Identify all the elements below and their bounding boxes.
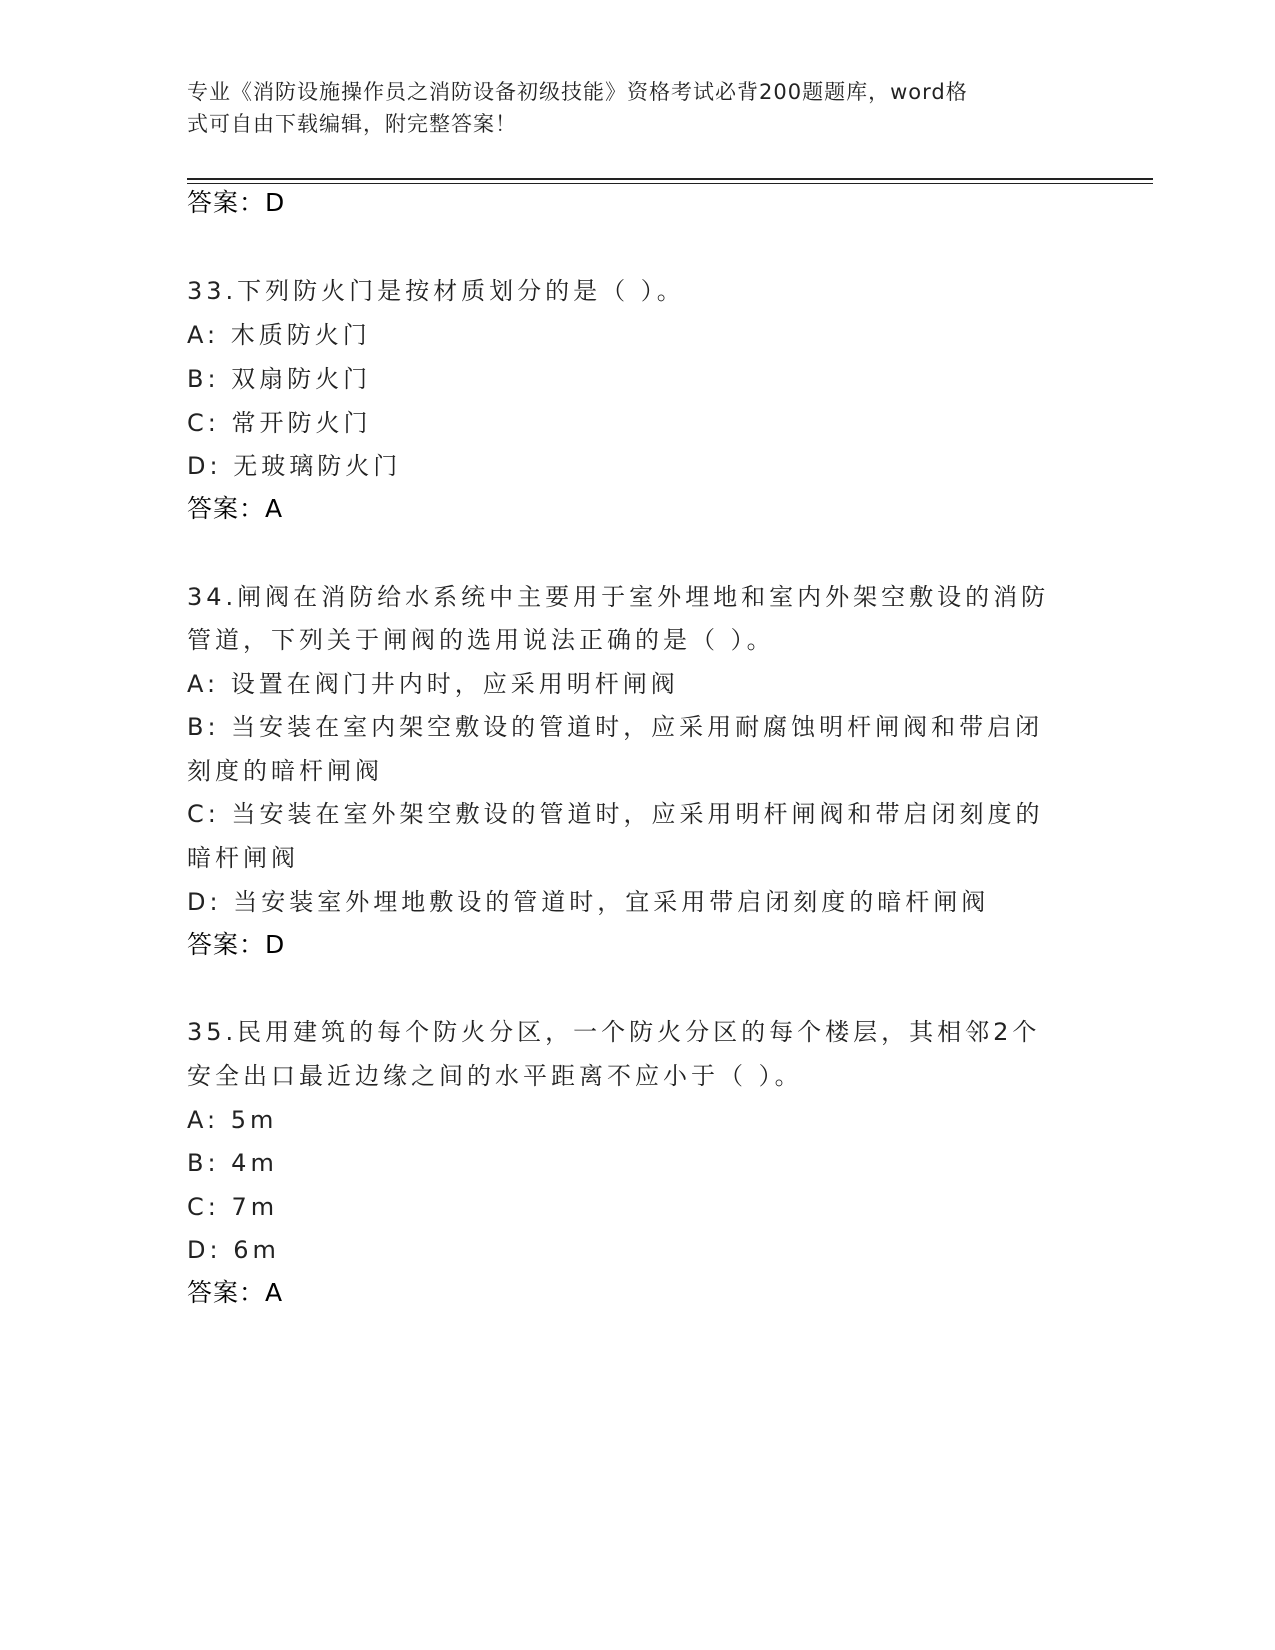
header-divider-thin — [187, 183, 1153, 184]
header-line-2: 式可自由下载编辑，附完整答案！ — [187, 112, 517, 136]
question-34-option-c-line-2: 暗杆闸阀 — [187, 844, 299, 872]
question-33-stem: 33.下列防火门是按材质划分的是（ ）。 — [187, 277, 685, 305]
question-34-answer: 答案：D — [187, 930, 286, 959]
question-33-answer: 答案：A — [187, 494, 284, 523]
question-35-option-a: A: 5m — [187, 1106, 278, 1134]
question-34-stem-line-2: 管道，下列关于闸阀的选用说法正确的是（ ）。 — [187, 626, 775, 654]
question-34-option-a: A: 设置在阀门井内时，应采用明杆闸阀 — [187, 670, 679, 698]
question-35-option-b: B: 4m — [187, 1149, 278, 1177]
question-35-stem-line-2: 安全出口最近边缘之间的水平距离不应小于（ ）。 — [187, 1062, 803, 1090]
header-line-1: 专业《消防设施操作员之消防设备初级技能》资格考试必背200题题库，word格 — [187, 80, 968, 104]
question-34-stem-line-1: 34.闸阀在消防给水系统中主要用于室外埋地和室内外架空敷设的消防 — [187, 583, 1050, 611]
question-35-answer: 答案：A — [187, 1278, 284, 1307]
header-divider-thick — [187, 178, 1153, 180]
question-34-option-b-line-1: B: 当安装在室内架空敷设的管道时，应采用耐腐蚀明杆闸阀和带启闭 — [187, 713, 1044, 741]
document-header — [187, 76, 1067, 140]
previous-answer: 答案：D — [187, 188, 286, 217]
question-33-option-a: A: 木质防火门 — [187, 321, 371, 349]
question-33-option-c: C: 常开防火门 — [187, 409, 372, 437]
question-33-option-b: B: 双扇防火门 — [187, 365, 372, 393]
question-35-stem-line-1: 35.民用建筑的每个防火分区，一个防火分区的每个楼层，其相邻2个 — [187, 1018, 1041, 1046]
question-33-option-d: D: 无玻璃防火门 — [187, 452, 402, 480]
question-34-option-c-line-1: C: 当安装在室外架空敷设的管道时，应采用明杆闸阀和带启闭刻度的 — [187, 800, 1044, 828]
question-34-option-b-line-2: 刻度的暗杆闸阀 — [187, 757, 383, 785]
question-34-option-d: D: 当安装室外埋地敷设的管道时，宜采用带启闭刻度的暗杆闸阀 — [187, 888, 990, 916]
question-35-option-c: C: 7m — [187, 1193, 279, 1221]
question-35-option-d: D: 6m — [187, 1236, 280, 1264]
